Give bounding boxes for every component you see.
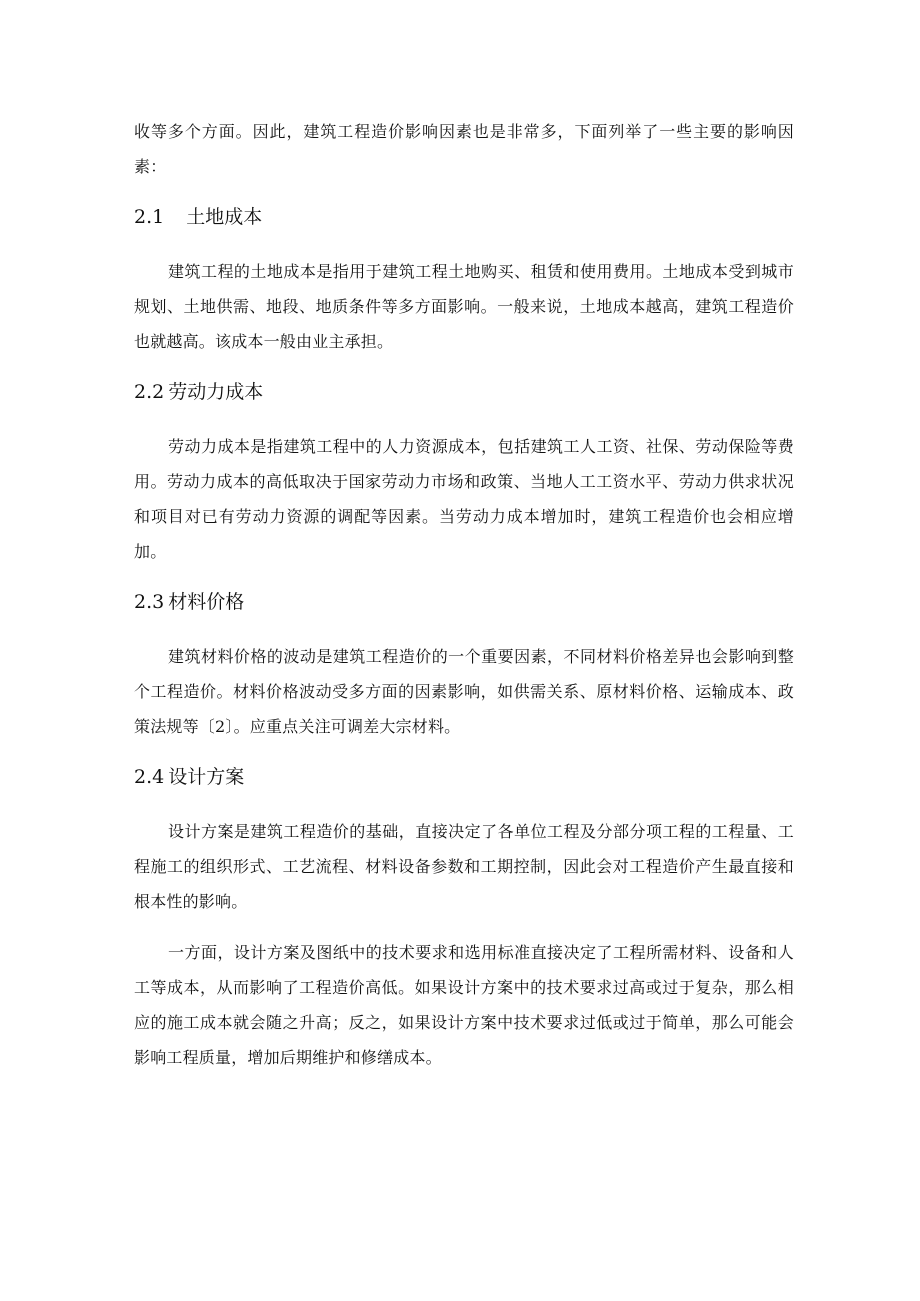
section-heading-2-2 [134, 377, 794, 407]
section-number: 2.3 [134, 591, 165, 613]
section-2-4-paragraph-1: 设计方案是建筑工程造价的基础，直接决定了各单位工程及分部分项工程的工程量、工程施工的组织形式、工艺流程、材料设备参数和工期控制，因此会对工程造价产生最直接和根本性的影响。 [134, 822, 794, 911]
section-title: 材料价格 [168, 591, 245, 613]
section-number: 2.4 [134, 766, 165, 788]
section-title: 设计方案 [168, 766, 245, 788]
intro-paragraph: 收等多个方面。因此，建筑工程造价影响因素也是非常多，下面列举了一些主要的影响因素： [134, 122, 794, 176]
section-number: 2.2 [134, 381, 165, 403]
section-heading-2-4 [134, 762, 794, 792]
section-title: 土地成本 [186, 206, 263, 228]
section-number: 2.1 [134, 206, 165, 228]
document-body [134, 114, 794, 1075]
section-2-2-paragraph: 劳动力成本是指建筑工程中的人力资源成本，包括建筑工人工资、社保、劳动保险等费用。劳动力成本的高低取决于国家劳动力市场和政策、当地人工工资水平、劳动力供求状况和项目对已有劳动力资源的调配等因素。当劳动力成本增加时，建筑工程造价也会相应增加。 [134, 437, 794, 561]
section-heading-2-3 [134, 587, 794, 617]
section-2-3-paragraph: 建筑材料价格的波动是建筑工程造价的一个重要因素，不同材料价格差异也会影响到整个工程造价。材料价格波动受多方面的因素影响，如供需关系、原材料价格、运输成本、政策法规等〔2〕。应重点关注可调差大宗材料。 [134, 647, 794, 736]
section-title: 劳动力成本 [168, 381, 264, 403]
section-2-4-paragraph-2: 一方面，设计方案及图纸中的技术要求和选用标准直接决定了工程所需材料、设备和人工等成本，从而影响了工程造价高低。如果设计方案中的技术要求过高或过于复杂，那么相应的施工成本就会随之升高；反之，如果设计方案中技术要求过低或过于简单，那么可能会影响工程质量，增加后期维护和修缮成本。 [134, 943, 794, 1067]
section-2-1-paragraph: 建筑工程的土地成本是指用于建筑工程土地购买、租赁和使用费用。土地成本受到城市规划、土地供需、地段、地质条件等多方面影响。一般来说，土地成本越高，建筑工程造价也就越高。该成本一般由业主承担。 [134, 262, 794, 351]
section-heading-2-1 [134, 202, 794, 232]
